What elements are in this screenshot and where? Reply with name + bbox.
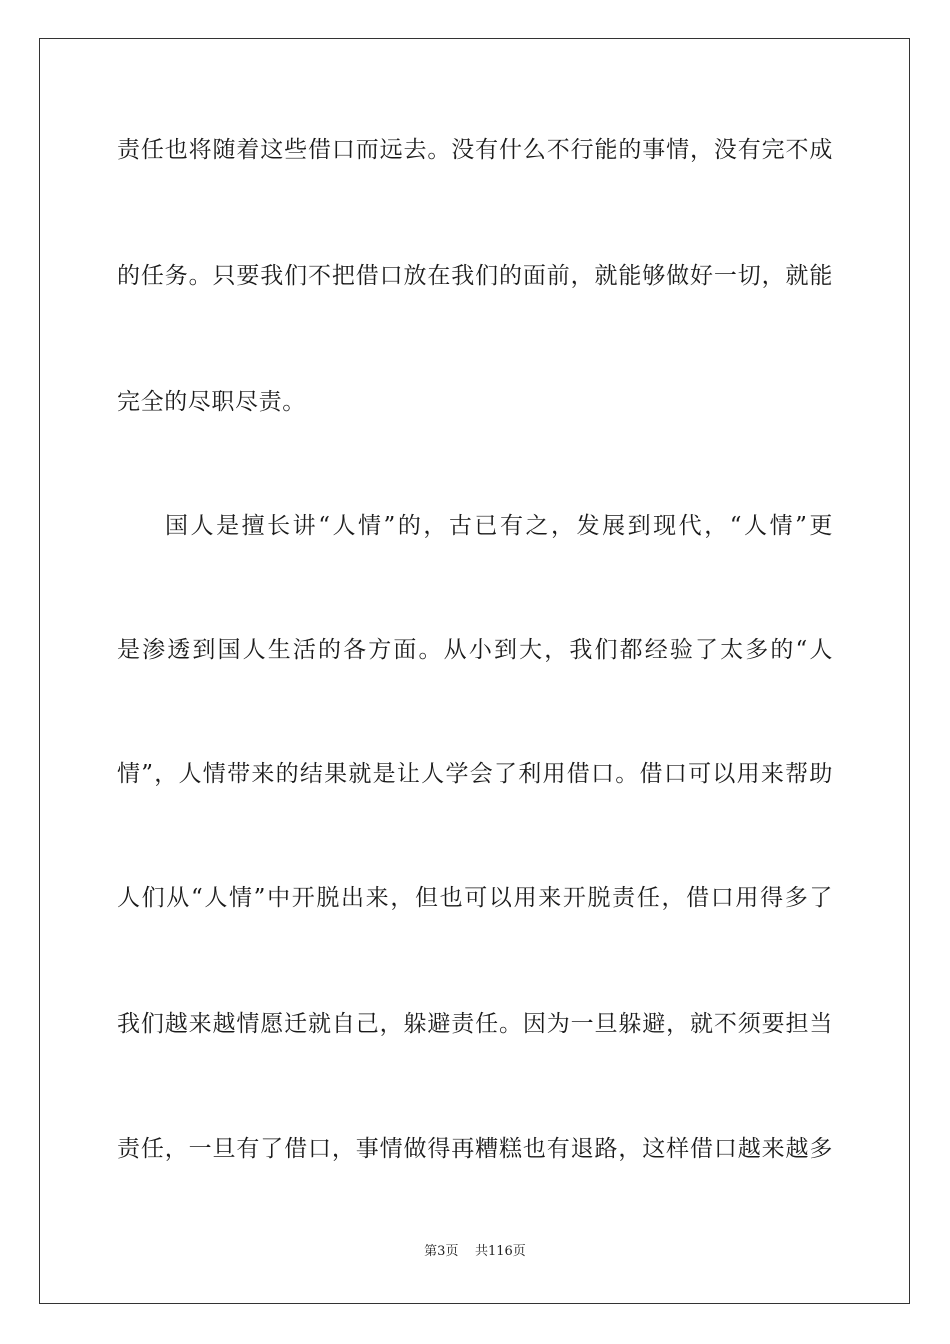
text-line-2: 的任务。只要我们不把借口放在我们的面前，就能够做好一切，就能 — [117, 263, 833, 289]
text-line-7: 人们从“人情”中开脱出来，但也可以用来开脱责任，借口用得多了 — [117, 885, 833, 911]
page-footer — [0, 1243, 950, 1261]
text-line-5: 是渗透到国人生活的各方面。从小到大，我们都经验了太多的“人 — [117, 637, 833, 663]
page-total: 共116页 — [474, 1244, 526, 1259]
text-line-9: 责任，一旦有了借口，事情做得再糟糕也有退路，这样借口越来越多 — [117, 1136, 833, 1162]
page-border — [39, 38, 910, 1304]
text-line-1: 责任也将随着这些借口而远去。没有什么不行能的事情，没有完不成 — [117, 137, 833, 163]
text-line-3: 完全的尽职尽责。 — [117, 389, 306, 415]
text-line-8: 我们越来越情愿迁就自己，躲避责任。因为一旦躲避，就不须要担当 — [117, 1011, 833, 1037]
text-line-4: 国人是擅长讲“人情”的，古已有之，发展到现代，“人情”更 — [165, 513, 833, 539]
page-number: 第3页 — [424, 1244, 459, 1259]
text-line-6: 情”，人情带来的结果就是让人学会了利用借口。借口可以用来帮助 — [117, 761, 833, 787]
